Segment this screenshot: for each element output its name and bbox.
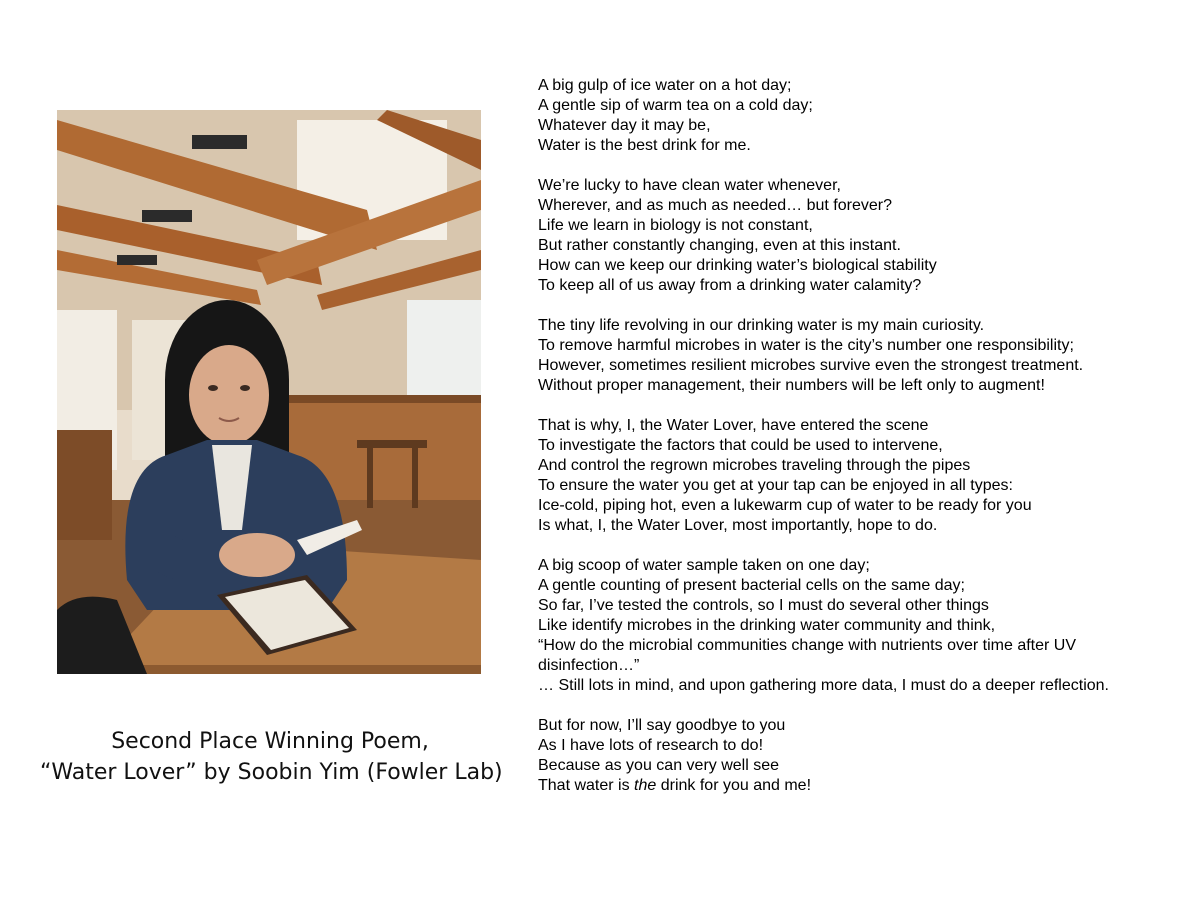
caption-line-1: Second Place Winning Poem, (111, 729, 429, 754)
poem-line: … Still lots in mind, and upon gathering more data, I must do a deeper reflection. (538, 677, 1109, 694)
poem-stanza-2 (538, 176, 1178, 296)
poem-line: A big gulp of ice water on a hot day; (538, 77, 792, 94)
final-line-emphasis: the (634, 777, 657, 794)
poem-line: A gentle counting of present bacterial cells on the same day; (538, 577, 965, 594)
poem-line: Whatever day it may be, (538, 117, 711, 134)
poem-line: To ensure the water you get at your tap can be enjoyed in all types: (538, 477, 1013, 494)
poem-line: But rather constantly changing, even at this instant. (538, 237, 901, 254)
poem-line: Because as you can very well see (538, 757, 780, 774)
poem-final-line (538, 776, 1178, 796)
poem-stanza-6 (538, 716, 1178, 796)
poem-line: The tiny life revolving in our drinking water is my main curiosity. (538, 317, 985, 334)
poem-line: Water is the best drink for me. (538, 137, 751, 154)
poem-line: Without proper management, their numbers will be left only to augment! (538, 377, 1045, 394)
poem-line: A big scoop of water sample taken on one day; (538, 557, 870, 574)
poem-stanza-5 (538, 556, 1178, 696)
poem-line: That is why, I, the Water Lover, have entered the scene (538, 417, 929, 434)
poem-line: And control the regrown microbes traveling through the pipes (538, 457, 971, 474)
poem-line: “How do the microbial communities change with nutrients over time after UV (538, 637, 1076, 654)
poem-line: To keep all of us away from a drinking water calamity? (538, 277, 922, 294)
poem-line: Wherever, and as much as needed… but forever? (538, 197, 892, 214)
poem-line: We’re lucky to have clean water whenever, (538, 177, 841, 194)
poem-line: To remove harmful microbes in water is the city’s number one responsibility; (538, 337, 1074, 354)
poem-line: But for now, I’ll say goodbye to you (538, 717, 786, 734)
poem-line: Life we learn in biology is not constant, (538, 217, 813, 234)
final-line-start: That water is (538, 777, 635, 794)
poem-line: disinfection…” (538, 657, 640, 674)
poem-line: A gentle sip of warm tea on a cold day; (538, 97, 813, 114)
poem-text (538, 76, 1178, 816)
poem-line: However, sometimes resilient microbes survive even the strongest treatment. (538, 357, 1084, 374)
poem-line: Ice-cold, piping hot, even a lukewarm cup of water to be ready for you (538, 497, 1032, 514)
poem-line: How can we keep our drinking water’s biological stability (538, 257, 937, 274)
poem-stanza-3 (538, 316, 1178, 396)
poem-line: So far, I’ve tested the controls, so I must do several other things (538, 597, 989, 614)
poem-stanza-1 (538, 76, 1178, 156)
photo-caption (40, 726, 503, 788)
portrait-photo (57, 110, 481, 674)
poem-line: Is what, I, the Water Lover, most importantly, hope to do. (538, 517, 938, 534)
poem-stanza-4 (538, 416, 1178, 536)
caption-line-2: “Water Lover” by Soobin Yim (Fowler Lab) (40, 760, 503, 785)
final-line-end: drink for you and me! (656, 777, 812, 794)
poem-line: To investigate the factors that could be used to intervene, (538, 437, 943, 454)
poem-line: Like identify microbes in the drinking water community and think, (538, 617, 996, 634)
poem-line: As I have lots of research to do! (538, 737, 764, 754)
